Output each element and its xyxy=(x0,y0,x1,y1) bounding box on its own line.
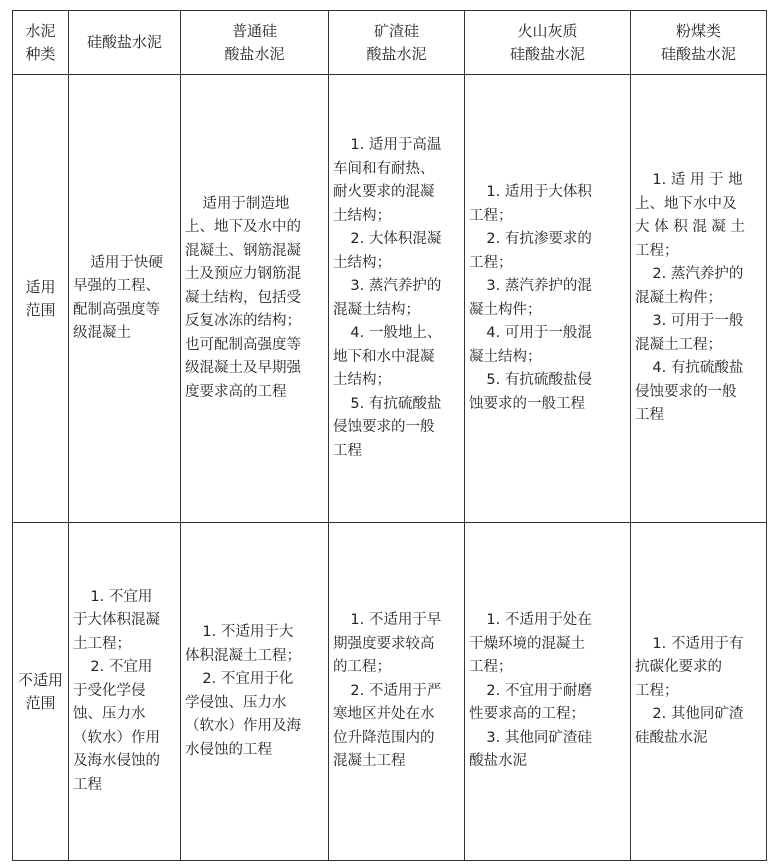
table-cell: 1. 适 用 于 地 上、地下水中及 大 体 积 混 凝 土 工程； 2. 蒸汽养护的 混凝土构件； 3. 可用于一般 混凝土工程； 4. 有抗硫酸盐 侵蚀要求的一般 工程 xyxy=(631,75,767,523)
table-cell: 1. 不适用于大 体积混凝土工程； 2. 不宜用于化 学侵蚀、压力水 （软水）作用及海 水侵蚀的工程 xyxy=(181,523,329,861)
cement-application-table xyxy=(12,10,767,861)
table-cell: 1. 不适用于有 抗碳化要求的 工程； 2. 其他同矿渣 硅酸盐水泥 xyxy=(631,523,767,861)
row-label-applicable: 适用 范围 xyxy=(13,75,69,523)
table-cell: 1. 不宜用 于大体积混凝 土工程； 2. 不宜用 于受化学侵 蚀、压力水 （软水）作用 及海水侵蚀的 工程 xyxy=(69,523,181,861)
table-cell: 1. 不适用于早 期强度要求较高 的工程； 2. 不适用于严 寒地区并处在水 位升降范围内的 混凝土工程 xyxy=(329,523,465,861)
header-cell-slag-portland-cement: 矿渣硅 酸盐水泥 xyxy=(329,11,465,75)
header-cell-cement-type: 水泥 种类 xyxy=(13,11,69,75)
table-row-not-applicable xyxy=(13,523,767,861)
table-header-row xyxy=(13,11,767,75)
table-cell: 适用于快硬 早强的工程、 配制高强度等 级混凝土 xyxy=(69,75,181,523)
header-cell-portland-cement: 硅酸盐水泥 xyxy=(69,11,181,75)
header-cell-fly-ash-portland-cement: 粉煤类 硅酸盐水泥 xyxy=(631,11,767,75)
table-cell: 1. 适用于高温 车间和有耐热、 耐火要求的混凝 土结构； 2. 大体积混凝 土结构； 3. 蒸汽养护的 混凝土结构； 4. 一般地上、 地下和水中混凝 土结构； 5. 有抗硫酸盐 侵蚀要求的一般 工程 xyxy=(329,75,465,523)
header-cell-pozzolanic-portland-cement: 火山灰质 硅酸盐水泥 xyxy=(465,11,631,75)
table-cell: 1. 适用于大体积 工程； 2. 有抗渗要求的 工程； 3. 蒸汽养护的混 凝土构件； 4. 可用于一般混 凝土结构； 5. 有抗硫酸盐侵 蚀要求的一般工程 xyxy=(465,75,631,523)
table-cell: 适用于制造地 上、地下及水中的 混凝土、钢筋混凝 土及预应力钢筋混 凝土结构，包括受 反复冰冻的结构； 也可配制高强度等 级混凝土及早期强 度要求高的工程 xyxy=(181,75,329,523)
header-cell-ordinary-portland-cement: 普通硅 酸盐水泥 xyxy=(181,11,329,75)
row-label-not-applicable: 不适用 范围 xyxy=(13,523,69,861)
table-cell: 1. 不适用于处在 干燥环境的混凝土 工程； 2. 不宜用于耐磨 性要求高的工程； 3. 其他同矿渣硅 酸盐水泥 xyxy=(465,523,631,861)
table-row-applicable xyxy=(13,75,767,523)
